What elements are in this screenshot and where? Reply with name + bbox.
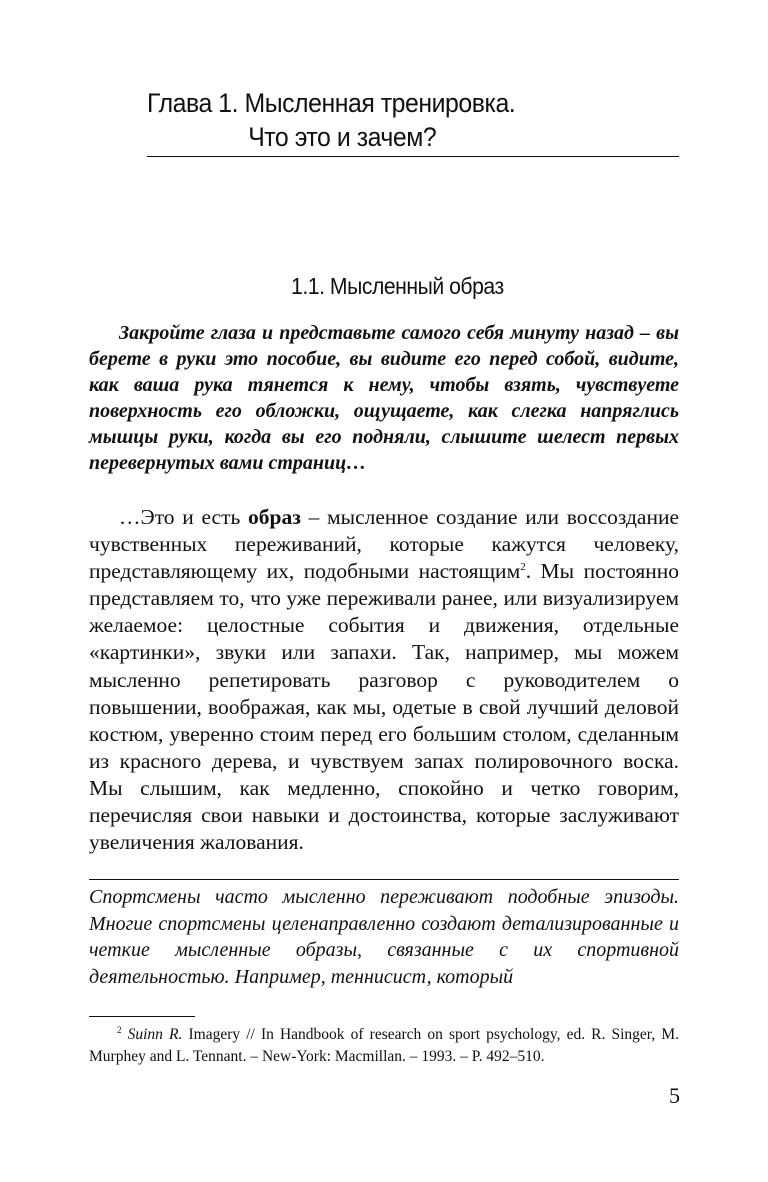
body-term: образ (248, 505, 301, 529)
footnote-text: Imagery // In Handbook of research on sport psychology, ed. R. Singer, M. Murphey and L. Tennant. – New-York: Macmillan. – 1993. – P. 492–510. (89, 1026, 679, 1065)
footnote-reference[interactable]: 2 (520, 561, 526, 574)
body-text-2: . Мы постоянно представляем то, что уже переживали ранее, или визуализируем желаемое: целостные события и движения, отдельные «картинки», звуки или запахи. Так, например, мы можем мысленно репетировать разговор с руководителем о повышении, воображая, как мы, одетые в свой лучший деловой костюм, уверенно стоим перед его большим столом, сделанным из красного дерева, и чувствуем запах полировочного воска. Мы слышим, как медленно, спокойно и четко говорим, перечисляя свои навыки и достоинства, которые заслуживают увеличения жалования. (89, 559, 680, 855)
chapter-title-line-2: Что это и зачем? (248, 122, 437, 152)
section-heading (0, 271, 768, 301)
footnote-divider (89, 1016, 195, 1017)
intro-paragraph: Закройте глаза и представьте самого себя минуту назад – вы берете в руки это пособие, вы видите его перед собой, видите, как ваша рука тянется к нему, чтобы взять, чувствуете поверхность его обложки, ощущаете, как слегка напряглись мышцы руки, когда вы его подняли, слышите шелест первых перевернутых вами страниц… (89, 322, 679, 474)
body-text-1: – мысленное создание или воссоздание чувственных переживаний, которые кажутся человеку, представляющему их, подобными настоящим (89, 505, 679, 584)
page-number: 5 (669, 1083, 680, 1108)
footnote-number: 2 (117, 1024, 122, 1035)
chapter-title (147, 86, 636, 154)
footnote-author: Suinn R. (127, 1026, 183, 1043)
section-title: 1.1. Мысленный образ (291, 273, 505, 299)
chapter-divider (147, 156, 679, 157)
sidebar-paragraph: Спортсмены часто мысленно переживают подобные эпизоды. Многие спортсмены целенаправленно создают детализированные и четкие мысленные образы, связанные с их спортивной деятельностью. Например, теннисист, который (89, 886, 679, 988)
sidebar-divider (89, 879, 679, 880)
body-lead: …Это и есть (119, 505, 248, 529)
body-paragraph (89, 504, 679, 856)
chapter-title-line-1: Глава 1. Мысленная тренировка. (147, 88, 516, 118)
footnote (89, 1024, 679, 1068)
